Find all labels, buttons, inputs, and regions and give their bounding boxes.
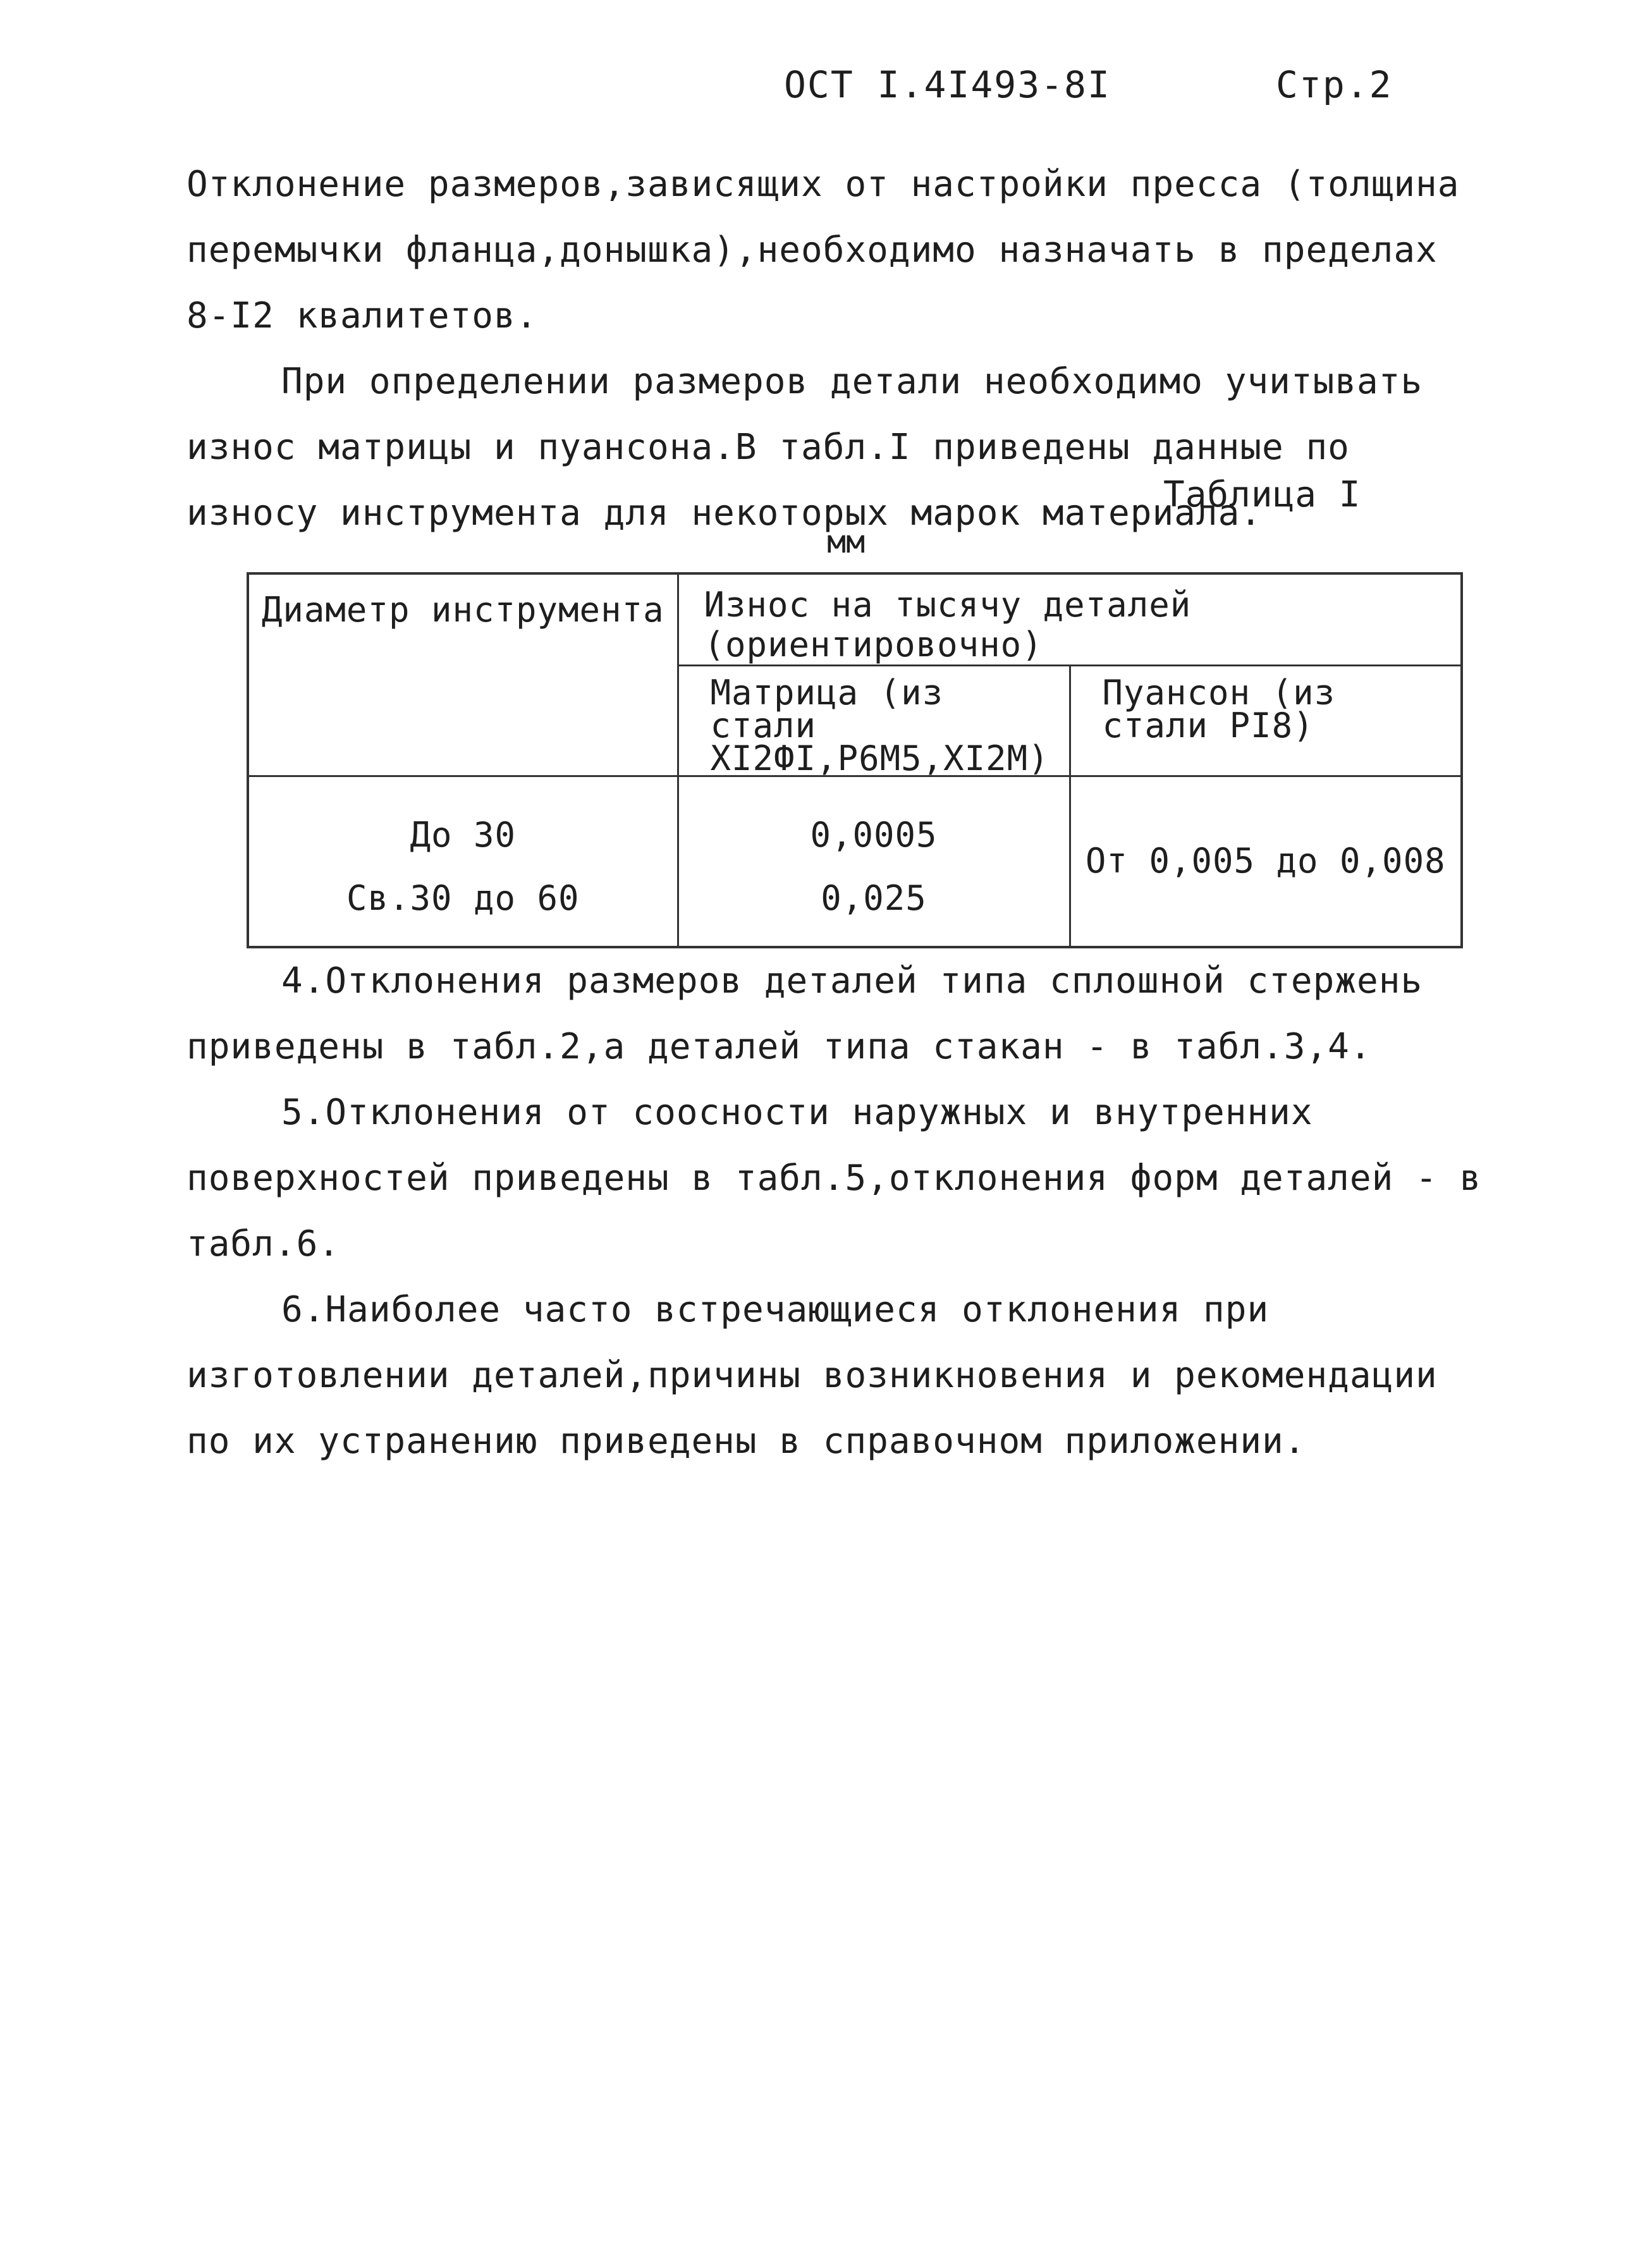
- diameter-cell: [248, 776, 678, 947]
- punch-cell: От 0,005 до 0,008: [1070, 776, 1462, 947]
- numbered-items: [187, 948, 1502, 1474]
- document-code: ОСТ I.4I493-8I: [784, 63, 1111, 106]
- table-caption: Таблица I: [1163, 474, 1361, 515]
- diameter-header: Диаметр инструмента: [248, 573, 678, 776]
- item-6: 6.Наиболее часто встречающиеся отклонения при изготовлении деталей,причины возникновения и рекомендации по их устранению приведены в справочном приложении.: [187, 1289, 1438, 1462]
- matrix-row-2: 0,025: [821, 878, 927, 918]
- matrix-cell: [678, 776, 1070, 947]
- table-unit: мм: [827, 523, 866, 560]
- diameter-row-1: До 30: [410, 815, 517, 855]
- wear-table: [247, 572, 1463, 948]
- paragraph-1: Отклонение размеров,зависящих от настройки пресса (толщина перемычки фланца,донышка),необходимо назначать в пределах 8-I2 квалитетов.: [187, 164, 1460, 336]
- matrix-row-1: 0,0005: [810, 815, 938, 855]
- paragraph-2: При определении размеров детали необходимо учитывать износ матрицы и пуансона.В табл.I приведены данные по износу инструмента для некоторых марок материала.: [187, 361, 1423, 534]
- diameter-row-2: Св.30 до 60: [346, 878, 580, 918]
- page-number: Стр.2: [1276, 63, 1393, 106]
- matrix-header: Матрица (из стали XI2ФI,Р6М5,XI2М): [678, 666, 1070, 776]
- item-4: 4.Отклонения размеров деталей типа сплошной стержень приведены в табл.2,а деталей типа стакан - в табл.3,4.: [187, 960, 1423, 1067]
- wear-header: Износ на тысячу деталей (ориентировочно): [678, 573, 1462, 666]
- item-5: 5.Отклонения от соосности наружных и внутренних поверхностей приведены в табл.5,отклонения форм деталей - в табл.6.: [187, 1092, 1482, 1264]
- punch-header: Пуансон (из стали РI8): [1070, 666, 1462, 776]
